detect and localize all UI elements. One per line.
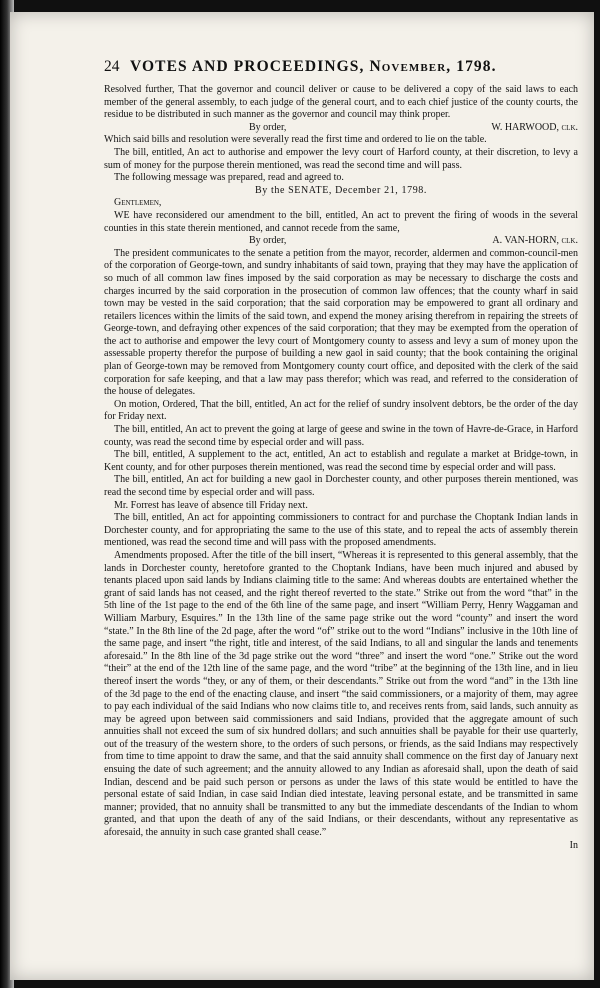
paragraph-bridge-town-market: The bill, entitled, A supplement to the act, entitled, An act to establish and regulate a market at Bridge-town, in Kent county, and for other purposes therein mentioned, was read the second time by especial order and will pass.	[104, 449, 578, 473]
signature-van-horn	[104, 235, 578, 248]
paragraph-amendments: Amendments proposed. After the title of the bill insert, “Whereas it is represented to this general assembly, that the lands in Dorchester county, heretofore granted to the Choptank Indians, have been much injured and abused by tenants placed upon said lands by Indians claiming title to the same: And whereas doubts are entertained whether the grant of said lands has not ceased, and the right thereof reverted to the state.” Strike out from the word “that” in the 5th line of the 1st page to the end of the 6th line of the same page, and insert “William Perry, Henry Waggaman and William Marbury, Esquires.” In the 13th line of the same page strike out the word “county” and insert the word “state.” In the 8th line of the 2d page, after the word “of” strike out to the word “Indians” inclusive in the 10th line of the same page, and insert “the right, title and interest, of the said Indians, to all and singular the lands and tenements aforesaid.” In the 8th line of the 3d page strike out the word “three” and insert the word “one.” Strike out the word “their” at the end of the 12th line of the same page, and the word “tribe” at the beginning of the 13th line, and in lieu thereof insert the words “they, or any of them, or their descendants.” Strike out from the word “and” in the 13th line of the 3d page to the end of the enacting clause, and insert “the said commissioners, or a majority of them, may agree to pay each individual of the said Indians who now claims title to, and receives rents from, said lands, such annuity as may be agreed upon between said commissioners and said Indians, provided that the aggregate amount of such annuities shall not exceed the sum of six hundred dollars; and such annuities shall be payable for their use quarterly, out of the treasury of the western shore, to the orders of such persons, or friends, as the said Indians may respectively from time to time appoint to draw the same, and that the said annuity shall commence on the first day of January next ensuing the date of such agreement; and the annuity allowed to any Indian as aforesaid shall, upon the death of said Indian, descend and be paid such person or persons as under the laws of this state would be entitled to have the personal estate of said Indian, in case said Indian died intestate, leaving personal estate, and be transmitted in same manner; provided, that no annuity shall be transmitted to any but the immediate descendants of the Indian to whom granted, and that upon the death of any of the said Indians, or their descendants, without any representative as aforesaid, the annuity in such case granted shall cease.”	[104, 549, 578, 839]
paragraph-geese-swine: The bill, entitled, An act to prevent the going at large of geese and swine in the town of Havre-de-Grace, in Harford county, was read the second time by especial order and will pass.	[104, 424, 578, 448]
signature-name: W. HARWOOD, clk.	[491, 121, 578, 133]
signature-by-order: By order,	[249, 235, 287, 247]
signature-harwood	[104, 122, 578, 135]
senate-heading: By the SENATE, December 21, 1798.	[255, 184, 427, 196]
paragraph-bills-read: Which said bills and resolution were severally read the first time and ordered to lie on the table.	[104, 134, 487, 146]
running-header	[104, 58, 584, 80]
signature-name: A. VAN-HORN, clk.	[492, 235, 578, 247]
paragraph-message-prepared: The following message was prepared, read and agreed to.	[114, 172, 344, 184]
paragraph-resolved: Resolved further, That the governor and council deliver or cause to be delivered a copy of the said laws to each member of the general assembly, to each judge of the general court, and to each chief justice of the county courts, the residue to be distributed in such manner as the governor and council may think proper.	[104, 84, 578, 121]
paragraph-insolvent-debtors: On motion, Ordered, That the bill, entitled, An act for the relief of sundry insolvent debtors, be the order of the day for Friday next.	[104, 398, 578, 423]
signature-by-order: By order,	[249, 121, 287, 133]
salutation: Gentlemen,	[114, 197, 162, 209]
paragraph-harford-levy: The bill, entitled, An act to authorise and empower the levy court of Harford county, at their discretion, to levy a sum of money for the purpose therein mentioned, was read the second time and will pass.	[104, 146, 578, 171]
paragraph-george-town-petition: The president communicates to the senate a petition from the mayor, recorder, aldermen and common-council-men of the corporation of George-town, and sundry inhabitants of said town, praying that they may have the application of so much of all common law fines imposed by the said corporation as may be necessary to discharge the costs and charges incurred by the said corporation in the prosecution of common law offences; that the county wharf in said town may be vested in the said corporation; that the said corporation may be empowered to grant all ordinary and retailers licences within the limits of the said town, and expend the money arising therefrom in repairing the streets of George-town, and defraying other expences of the said corporation; that they may be exempted from the operation of the act to authorise and empower the levy court of Montgomery county to assess and levy a sum of money upon the assessable property therefor the purpose of building a new gaol in said county; that the book containing the original plan of George-town may be removed from Montgomery county court office, and deposited with the clerk of the said corporation for safe keeping, and that a law may pass therefor; which was read, and referred to the consideration of the house of delegates.	[104, 247, 578, 398]
page-body	[104, 84, 578, 974]
page-number: 24	[104, 58, 120, 75]
paragraph-choptank-bill: The bill, entitled, An act for appointing commissioners to contract for and purchase the Choptank Indian lands in Dorchester county, and for appropriating the same to the use of this state, and to repeal the acts of assembly therein mentioned, was read the second time and will pass with the proposed amendments.	[104, 512, 578, 549]
catchword: In	[569, 839, 578, 851]
running-title: VOTES AND PROCEEDINGS, November, 1798.	[130, 58, 497, 75]
paragraph-firing-woods: WE have reconsidered our amendment to the bill, entitled, An act to prevent the firing of woods in the several counties in this state therein mentioned, and cannot recede from the same,	[104, 209, 578, 234]
paragraph-forrest-leave: Mr. Forrest has leave of absence till Friday next.	[114, 499, 308, 511]
paragraph-dorchester-gaol: The bill, entitled, An act for building a new gaol in Dorchester county, and other purposes therein mentioned, was read the second time by especial order and will pass.	[104, 474, 578, 498]
